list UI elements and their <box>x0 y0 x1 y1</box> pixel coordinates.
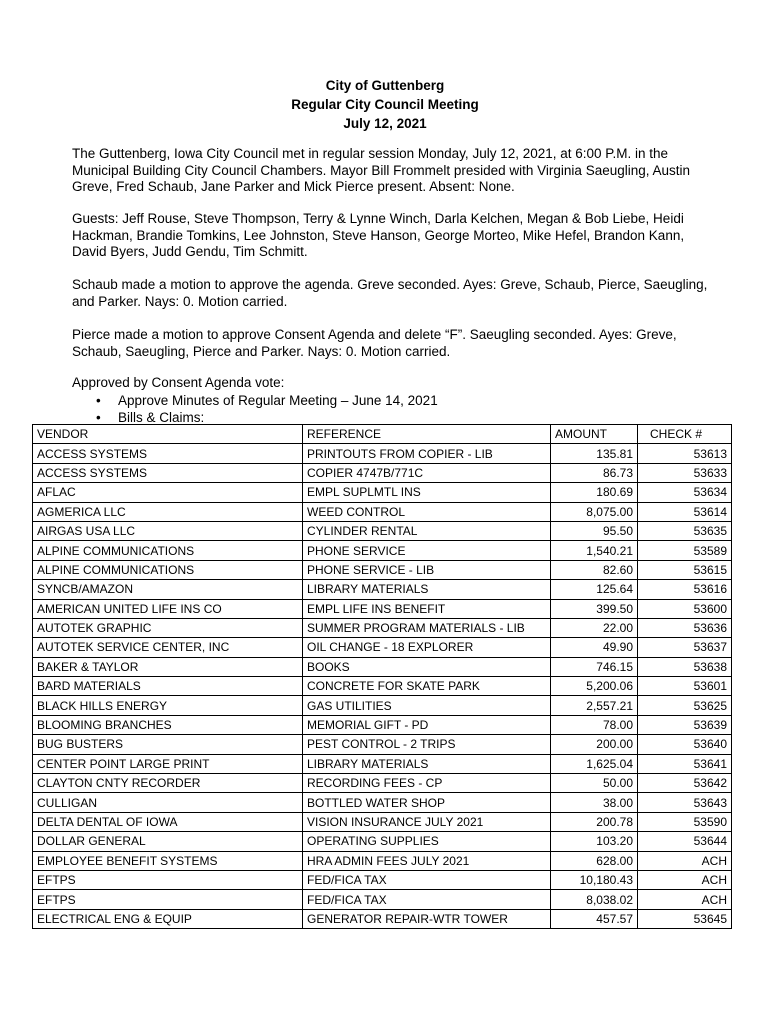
cell-check: 53625 <box>638 696 732 715</box>
table-row <box>33 580 732 599</box>
cell-vendor: EFTPS <box>33 870 303 889</box>
cell-amount: 457.57 <box>551 909 638 928</box>
approved-heading: Approved by Consent Agenda vote: <box>72 375 285 390</box>
cell-amount: 200.78 <box>551 812 638 831</box>
cell-check: ACH <box>638 890 732 909</box>
cell-check: ACH <box>638 870 732 889</box>
cell-reference: PRINTOUTS FROM COPIER - LIB <box>303 444 551 463</box>
table-row <box>33 463 732 482</box>
cell-reference: GENERATOR REPAIR-WTR TOWER <box>303 909 551 928</box>
cell-amount: 180.69 <box>551 483 638 502</box>
cell-amount: 86.73 <box>551 463 638 482</box>
cell-reference: PHONE SERVICE <box>303 541 551 560</box>
cell-check: 53644 <box>638 832 732 851</box>
cell-check: 53634 <box>638 483 732 502</box>
cell-amount: 1,540.21 <box>551 541 638 560</box>
cell-vendor: AUTOTEK SERVICE CENTER, INC <box>33 638 303 657</box>
cell-amount: 5,200.06 <box>551 677 638 696</box>
cell-vendor: CLAYTON CNTY RECORDER <box>33 774 303 793</box>
cell-amount: 1,625.04 <box>551 754 638 773</box>
meeting-date: July 12, 2021 <box>343 116 427 131</box>
cell-check: 53636 <box>638 618 732 637</box>
cell-reference: LIBRARY MATERIALS <box>303 754 551 773</box>
bullet-item-minutes: • Approve Minutes of Regular Meeting – June 14, 2021 <box>96 393 438 410</box>
cell-reference: BOTTLED WATER SHOP <box>303 793 551 812</box>
bills-claims-table <box>32 424 732 929</box>
table-row <box>33 638 732 657</box>
table-row <box>33 541 732 560</box>
cell-check: 53613 <box>638 444 732 463</box>
bullet-item-bills: • Bills & Claims: <box>96 410 438 427</box>
cell-amount: 78.00 <box>551 715 638 734</box>
cell-vendor: ACCESS SYSTEMS <box>33 463 303 482</box>
cell-vendor: ALPINE COMMUNICATIONS <box>33 541 303 560</box>
column-header-check: CHECK # <box>638 425 732 444</box>
table-row <box>33 677 732 696</box>
cell-reference: RECORDING FEES - CP <box>303 774 551 793</box>
cell-vendor: DELTA DENTAL OF IOWA <box>33 812 303 831</box>
cell-amount: 135.81 <box>551 444 638 463</box>
cell-reference: FED/FICA TAX <box>303 870 551 889</box>
cell-vendor: AIRGAS USA LLC <box>33 521 303 540</box>
cell-amount: 22.00 <box>551 618 638 637</box>
meeting-type: Regular City Council Meeting <box>291 97 479 112</box>
cell-check: 53637 <box>638 638 732 657</box>
table-row <box>33 715 732 734</box>
cell-vendor: AGMERICA LLC <box>33 502 303 521</box>
cell-check: 53614 <box>638 502 732 521</box>
cell-amount: 103.20 <box>551 832 638 851</box>
table-row <box>33 851 732 870</box>
column-header-reference: REFERENCE <box>303 425 551 444</box>
cell-amount: 82.60 <box>551 560 638 579</box>
table-row <box>33 560 732 579</box>
table-row <box>33 890 732 909</box>
table-row <box>33 696 732 715</box>
cell-amount: 50.00 <box>551 774 638 793</box>
cell-amount: 95.50 <box>551 521 638 540</box>
cell-check: 53645 <box>638 909 732 928</box>
table-row <box>33 599 732 618</box>
cell-vendor: BAKER & TAYLOR <box>33 657 303 676</box>
cell-reference: OIL CHANGE - 18 EXPLORER <box>303 638 551 657</box>
table-row <box>33 774 732 793</box>
agenda-motion-paragraph: Schaub made a motion to approve the agenda. Greve seconded. Ayes: Greve, Schaub, Pierce, Saeugling, and Parker. Nays: 0. Motion carried. <box>72 277 708 309</box>
cell-vendor: CULLIGAN <box>33 793 303 812</box>
cell-reference: EMPL LIFE INS BENEFIT <box>303 599 551 618</box>
table-row <box>33 483 732 502</box>
table-row <box>33 502 732 521</box>
consent-motion-paragraph: Pierce made a motion to approve Consent Agenda and delete “F”. Saeugling seconded. Ayes: Greve, Schaub, Saeugling, Pierce and Parker. Nays: 0. Motion carried. <box>72 327 677 359</box>
cell-reference: WEED CONTROL <box>303 502 551 521</box>
cell-vendor: AUTOTEK GRAPHIC <box>33 618 303 637</box>
document-title-block <box>0 76 770 133</box>
table-body <box>33 444 732 929</box>
column-header-vendor: VENDOR <box>33 425 303 444</box>
cell-vendor: EMPLOYEE BENEFIT SYSTEMS <box>33 851 303 870</box>
cell-check: 53640 <box>638 735 732 754</box>
cell-check: 53589 <box>638 541 732 560</box>
cell-check: ACH <box>638 851 732 870</box>
cell-amount: 38.00 <box>551 793 638 812</box>
cell-check: 53600 <box>638 599 732 618</box>
cell-amount: 8,075.00 <box>551 502 638 521</box>
cell-vendor: DOLLAR GENERAL <box>33 832 303 851</box>
cell-amount: 8,038.02 <box>551 890 638 909</box>
cell-amount: 746.15 <box>551 657 638 676</box>
cell-check: 53641 <box>638 754 732 773</box>
cell-reference: HRA ADMIN FEES JULY 2021 <box>303 851 551 870</box>
cell-reference: MEMORIAL GIFT - PD <box>303 715 551 734</box>
table-row <box>33 793 732 812</box>
table-row <box>33 444 732 463</box>
table-row <box>33 870 732 889</box>
cell-amount: 49.90 <box>551 638 638 657</box>
cell-reference: VISION INSURANCE JULY 2021 <box>303 812 551 831</box>
cell-check: 53639 <box>638 715 732 734</box>
cell-vendor: AFLAC <box>33 483 303 502</box>
cell-vendor: BUG BUSTERS <box>33 735 303 754</box>
cell-check: 53633 <box>638 463 732 482</box>
cell-reference: CYLINDER RENTAL <box>303 521 551 540</box>
cell-reference: GAS UTILITIES <box>303 696 551 715</box>
table-header-row <box>33 425 732 444</box>
table-row <box>33 735 732 754</box>
consent-bullet-list <box>96 393 438 426</box>
cell-reference: EMPL SUPLMTL INS <box>303 483 551 502</box>
cell-vendor: BLACK HILLS ENERGY <box>33 696 303 715</box>
guests-paragraph: Guests: Jeff Rouse, Steve Thompson, Terry & Lynne Winch, Darla Kelchen, Megan & Bob Liebe, Heidi Hackman, Brandie Tomkins, Lee Johnston, Steve Hanson, George Morteo, Mike Hefel, Brandon Kann, David Byers, Judd Gendu, Tim Schmitt. <box>72 211 685 259</box>
cell-vendor: EFTPS <box>33 890 303 909</box>
cell-vendor: ELECTRICAL ENG & EQUIP <box>33 909 303 928</box>
table-row <box>33 657 732 676</box>
city-name: City of Guttenberg <box>325 78 445 93</box>
cell-reference: SUMMER PROGRAM MATERIALS - LIB <box>303 618 551 637</box>
table-row <box>33 832 732 851</box>
intro-paragraph: The Guttenberg, Iowa City Council met in regular session Monday, July 12, 2021, at 6:00 P.M. in the Municipal Building City Council Chambers. Mayor Bill Frommelt presided with Virginia Saeugling, Austin Greve, Fred Schaub, Jane Parker and Mick Pierce present. Absent: None. <box>72 146 691 194</box>
cell-check: 53590 <box>638 812 732 831</box>
cell-amount: 200.00 <box>551 735 638 754</box>
cell-check: 53616 <box>638 580 732 599</box>
cell-amount: 2,557.21 <box>551 696 638 715</box>
cell-reference: CONCRETE FOR SKATE PARK <box>303 677 551 696</box>
cell-check: 53643 <box>638 793 732 812</box>
cell-reference: COPIER 4747B/771C <box>303 463 551 482</box>
table-row <box>33 521 732 540</box>
cell-check: 53642 <box>638 774 732 793</box>
cell-check: 53615 <box>638 560 732 579</box>
cell-reference: FED/FICA TAX <box>303 890 551 909</box>
cell-vendor: CENTER POINT LARGE PRINT <box>33 754 303 773</box>
column-header-amount: AMOUNT <box>551 425 638 444</box>
cell-amount: 399.50 <box>551 599 638 618</box>
cell-amount: 10,180.43 <box>551 870 638 889</box>
cell-reference: PEST CONTROL - 2 TRIPS <box>303 735 551 754</box>
cell-reference: PHONE SERVICE - LIB <box>303 560 551 579</box>
cell-vendor: ACCESS SYSTEMS <box>33 444 303 463</box>
cell-vendor: BLOOMING BRANCHES <box>33 715 303 734</box>
cell-reference: OPERATING SUPPLIES <box>303 832 551 851</box>
cell-reference: BOOKS <box>303 657 551 676</box>
table-row <box>33 754 732 773</box>
cell-check: 53601 <box>638 677 732 696</box>
cell-amount: 628.00 <box>551 851 638 870</box>
cell-vendor: ALPINE COMMUNICATIONS <box>33 560 303 579</box>
cell-vendor: BARD MATERIALS <box>33 677 303 696</box>
cell-check: 53638 <box>638 657 732 676</box>
table-row <box>33 812 732 831</box>
cell-check: 53635 <box>638 521 732 540</box>
cell-vendor: AMERICAN UNITED LIFE INS CO <box>33 599 303 618</box>
table-row <box>33 618 732 637</box>
cell-reference: LIBRARY MATERIALS <box>303 580 551 599</box>
cell-vendor: SYNCB/AMAZON <box>33 580 303 599</box>
cell-amount: 125.64 <box>551 580 638 599</box>
table-row <box>33 909 732 928</box>
